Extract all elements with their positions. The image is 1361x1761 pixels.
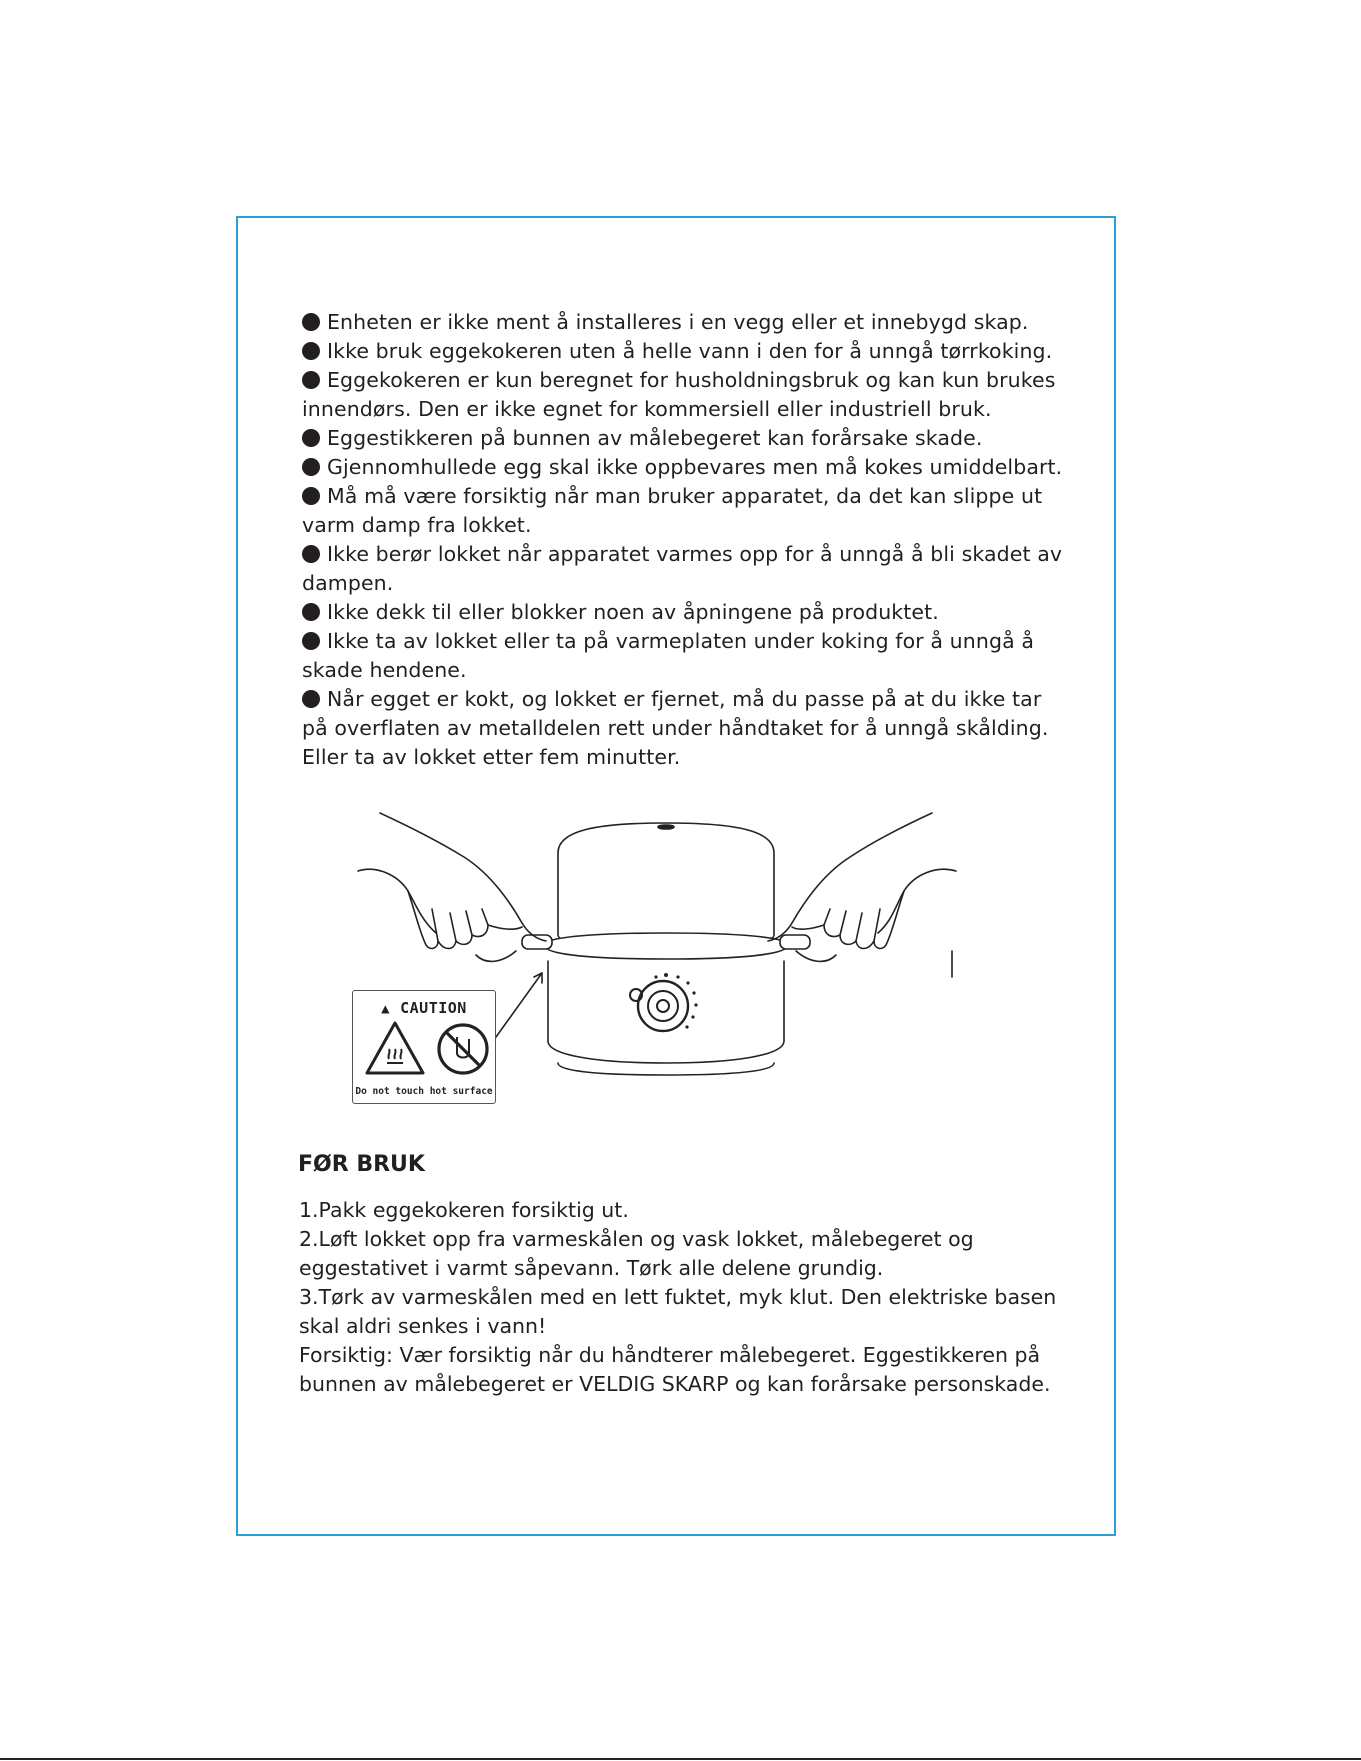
section-title: FØR BRUK: [298, 1152, 425, 1177]
page-edge-divider: [0, 1758, 1361, 1760]
bullet-icon: [302, 690, 320, 708]
warning-item: Ikke berør lokket når apparatet varmes opp for å unngå å bli skadet av dampen.: [302, 542, 1063, 595]
step-item: 1.Pakk eggekokeren forsiktig ut.: [299, 1198, 629, 1222]
warning-item: Ikke bruk eggekokeren uten å helle vann i den for å unngå tørrkoking.: [302, 337, 1072, 366]
warning-item: Gjennomhullede egg skal ikke oppbevares men må kokes umiddelbart.: [302, 453, 1072, 482]
bullet-icon: [302, 313, 320, 331]
step-item: Forsiktig: Vær forsiktig når du håndterer målebegeret. Eggestikkeren på bunnen av målebegeret er VELDIG SKARP og kan forårsake personskade.: [299, 1343, 1051, 1396]
warning-item: Ikke dekk til eller blokker noen av åpningene på produktet.: [302, 598, 1072, 627]
steps-list: [299, 1196, 1099, 1399]
warning-item: Enheten er ikke ment å installeres i en vegg eller et innebygd skap.: [302, 308, 1072, 337]
warning-item: Eggestikkeren på bunnen av målebegeret kan forårsake skade.: [302, 424, 1072, 453]
bullet-icon: [302, 603, 320, 621]
warning-item: Må må være forsiktig når man bruker apparatet, da det kan slippe ut varm damp fra lokket.: [302, 484, 1043, 537]
bullet-icon: [302, 342, 320, 360]
caution-heading: ▲ CAUTION: [381, 999, 467, 1017]
warning-triangle-icon: ▲: [381, 1001, 391, 1017]
caution-label: ▲ CAUTION Do not touch hot surface: [352, 990, 496, 1104]
bullet-icon: [302, 429, 320, 447]
bullet-icon: [302, 458, 320, 476]
step-item: 2.Løft lokket opp fra varmeskålen og vask lokket, målebegeret og eggestativet i varmt såpevann. Tørk alle delene grundig.: [299, 1227, 974, 1280]
hot-surface-icon: [361, 1019, 489, 1077]
warning-item: Ikke ta av lokket eller ta på varmeplaten under koking for å unngå å skade hendene.: [302, 629, 1035, 682]
bullet-icon: [302, 487, 320, 505]
warnings-list: [302, 308, 1072, 772]
bullet-icon: [302, 545, 320, 563]
step-item: 3.Tørk av varmeskålen med en lett fuktet, myk klut. Den elektriske basen skal aldri senkes i vann!: [299, 1285, 1057, 1338]
bullet-icon: [302, 371, 320, 389]
warning-item: Eggekokeren er kun beregnet for husholdningsbruk og kan kun brukes innendørs. Den er ikke egnet for kommersiell eller industriell bruk.: [302, 368, 1056, 421]
warning-item: Når egget er kokt, og lokket er fjernet, må du passe på at du ikke tar på overflaten av metalldelen rett under håndtaket for å unngå skålding. Eller ta av lokket etter fem minutter.: [302, 687, 1049, 769]
bullet-icon: [302, 632, 320, 650]
